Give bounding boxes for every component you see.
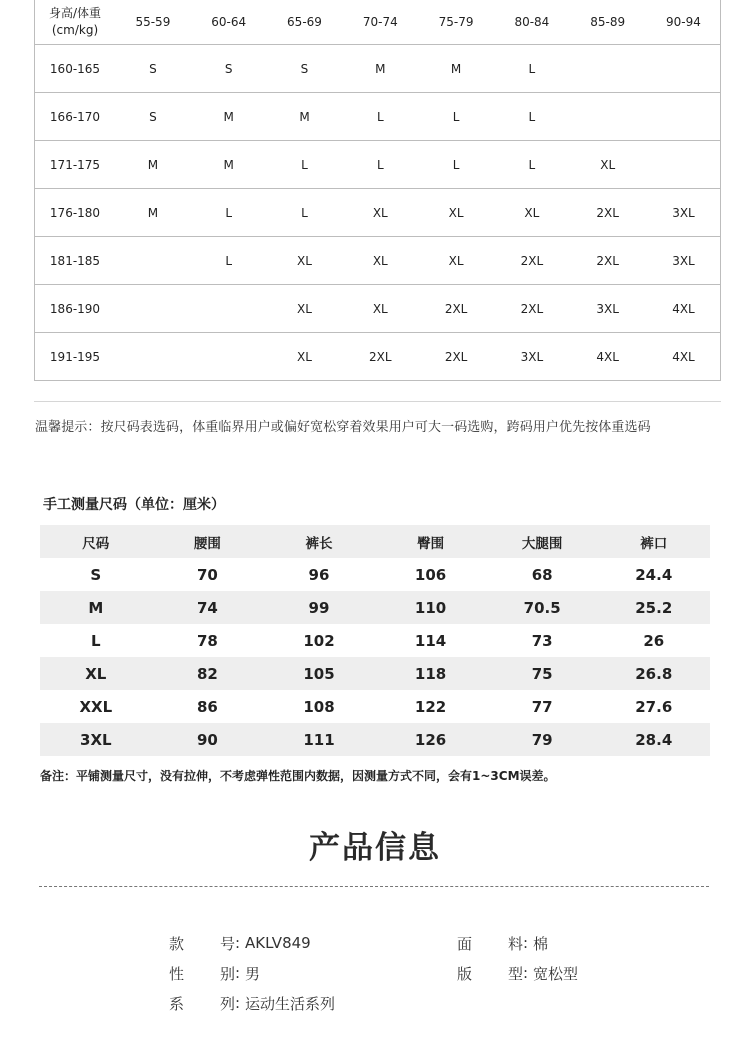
- size-table-row: [35, 284, 720, 332]
- size-cell: 2XL: [444, 301, 468, 316]
- product-info-label-char: 料: [507, 934, 523, 953]
- product-info-label: [169, 933, 235, 954]
- size-cell: 3XL: [672, 205, 695, 220]
- size-table-row: [35, 92, 720, 140]
- measure-value-cell: 70: [196, 565, 218, 584]
- measure-table-row: [40, 657, 710, 690]
- corner-label-units: (cm/kg): [51, 23, 99, 37]
- size-table-corner-header: [35, 5, 115, 39]
- size-cell: 3XL: [520, 349, 544, 364]
- size-cell: S: [300, 61, 309, 76]
- measure-table-row: [40, 723, 710, 756]
- measure-value-cell: 111: [303, 730, 335, 749]
- measure-value-cell: 122: [414, 697, 447, 716]
- measure-header: 臀围: [417, 535, 445, 552]
- size-cell: L: [528, 61, 536, 76]
- measure-value-cell: 118: [414, 664, 447, 683]
- product-info-value: 男: [245, 964, 261, 983]
- product-info-label: [169, 993, 235, 1014]
- measure-value-cell: 70.5: [523, 598, 561, 617]
- weight-header: 65-69: [287, 15, 322, 29]
- weight-header: 60-64: [211, 15, 247, 29]
- product-info-value: 运动生活系列: [245, 994, 336, 1013]
- size-cell: L: [301, 205, 308, 220]
- size-cell: L: [225, 253, 233, 268]
- size-tip: 温馨提示：按尺码表选码，体重临界用户或偏好宽松穿着效果用户可大一码选购，跨码用户优先按体重选码: [35, 420, 651, 435]
- product-info-label: [169, 963, 235, 984]
- height-range-cell: 171-175: [49, 157, 101, 172]
- height-range-cell: 160-165: [49, 61, 101, 76]
- measure-size-cell: XL: [85, 664, 107, 683]
- measure-value-cell: 79: [531, 730, 553, 749]
- height-range-cell: 176-180: [49, 205, 101, 220]
- product-info-line: [169, 958, 335, 988]
- size-cell: 4XL: [596, 349, 619, 364]
- height-range-cell: 186-190: [49, 301, 101, 316]
- product-info-label-char: 列: [219, 994, 235, 1013]
- size-table-row: [35, 140, 720, 188]
- measure-value-cell: 102: [303, 631, 335, 650]
- height-range-cell: 166-170: [49, 109, 101, 124]
- size-table-row: [35, 332, 720, 380]
- size-cell: L: [452, 157, 460, 172]
- measure-value-cell: 126: [414, 730, 447, 749]
- size-cell: 2XL: [444, 349, 468, 364]
- measure-value-cell: 77: [531, 697, 553, 716]
- size-cell: XL: [297, 301, 312, 316]
- size-table-header-row: [35, 0, 720, 44]
- weight-header: 90-94: [666, 15, 701, 29]
- size-cell: L: [376, 109, 384, 124]
- height-range-cell: 181-185: [49, 253, 101, 268]
- measure-value-cell: 99: [308, 598, 330, 617]
- size-cell: 2XL: [520, 301, 544, 316]
- product-info-colon: :: [523, 934, 529, 952]
- weight-header: 70-74: [362, 15, 398, 29]
- measure-size-cell: 3XL: [80, 730, 112, 749]
- size-cell: L: [301, 157, 308, 172]
- measure-header: 裤口: [640, 535, 668, 552]
- product-info-label-char: 号: [219, 934, 235, 953]
- size-table-row: [35, 44, 720, 92]
- measure-value-cell: 105: [303, 664, 335, 683]
- measure-header: 大腿围: [521, 535, 563, 552]
- measure-size-cell: M: [88, 598, 104, 617]
- size-table-row: [35, 188, 720, 236]
- measure-size-cell: S: [90, 565, 102, 584]
- product-info-line: [169, 928, 335, 958]
- product-info-label-char: 性: [169, 964, 185, 983]
- measure-table-row: [40, 591, 710, 624]
- size-cell: L: [452, 109, 460, 124]
- size-cell: XL: [297, 349, 312, 364]
- measure-value-cell: 96: [308, 565, 330, 584]
- size-cell: M: [299, 109, 310, 124]
- measure-header: 尺码: [82, 535, 110, 552]
- size-cell: S: [224, 61, 233, 76]
- measure-value-cell: 78: [196, 631, 218, 650]
- measure-size-cell: XXL: [79, 697, 113, 716]
- size-cell: XL: [372, 301, 388, 316]
- size-cell: S: [149, 61, 157, 76]
- measure-table: [40, 525, 710, 756]
- product-info-label-char: 款: [169, 934, 185, 953]
- size-cell: M: [375, 61, 386, 76]
- product-info-label-char: 面: [457, 934, 473, 953]
- size-cell: M: [147, 205, 159, 220]
- product-info-colon: :: [235, 934, 241, 952]
- measure-value-cell: 114: [414, 631, 447, 650]
- size-cell: XL: [297, 253, 312, 268]
- measure-value-cell: 108: [303, 697, 335, 716]
- measure-note: 备注：平铺测量尺寸，没有拉伸，不考虑弹性范围内数据，因测量方式不同，会有1~3CM误差。: [40, 769, 556, 783]
- measure-value-cell: 86: [196, 697, 218, 716]
- product-info-label-char: 别: [219, 964, 235, 983]
- size-cell: XL: [524, 205, 540, 220]
- product-info-line: [457, 958, 578, 988]
- size-table-row: [35, 236, 720, 284]
- product-info-colon: :: [235, 994, 241, 1012]
- measure-value-cell: 110: [414, 598, 447, 617]
- measure-value-cell: 26: [643, 631, 665, 650]
- size-cell: 3XL: [596, 301, 619, 316]
- product-info-value: 棉: [533, 934, 549, 953]
- product-info-value: AKLV849: [245, 934, 311, 952]
- measure-value-cell: 74: [196, 598, 218, 617]
- size-cell: M: [450, 61, 462, 76]
- measure-header: 裤长: [305, 535, 333, 552]
- measure-size-cell: L: [91, 631, 101, 650]
- product-info-left-column: [169, 928, 335, 1018]
- measure-value-cell: 28.4: [635, 730, 673, 749]
- measure-header: 腰围: [193, 535, 221, 552]
- product-info-line: [457, 928, 578, 958]
- product-info-label: [457, 963, 523, 984]
- weight-header: 55-59: [135, 15, 171, 29]
- size-cell: 4XL: [672, 301, 695, 316]
- size-cell: 3XL: [672, 253, 695, 268]
- weight-header: 80-84: [514, 15, 550, 29]
- measure-table-title: 手工测量尺码（单位：厘米）: [43, 497, 225, 513]
- size-recommendation-table: [34, 0, 721, 381]
- measure-value-cell: 90: [196, 730, 218, 749]
- product-info-divider: [39, 886, 709, 887]
- size-cell: L: [376, 157, 384, 172]
- measure-value-cell: 106: [414, 565, 447, 584]
- size-cell: L: [528, 109, 536, 124]
- measure-value-cell: 75: [531, 664, 553, 683]
- size-cell: S: [149, 109, 157, 124]
- size-cell: M: [223, 109, 234, 124]
- size-cell: L: [225, 205, 233, 220]
- measure-value-cell: 73: [531, 631, 553, 650]
- corner-label-height-weight: 身高/体重: [48, 6, 102, 20]
- measure-value-cell: 68: [531, 565, 553, 584]
- size-cell: M: [147, 157, 159, 172]
- product-info-title: 产品信息: [309, 830, 441, 866]
- product-info-right-column: [457, 928, 578, 988]
- size-cell: L: [528, 157, 536, 172]
- size-cell: XL: [600, 157, 616, 172]
- product-info-colon: :: [523, 964, 529, 982]
- size-cell: XL: [372, 253, 388, 268]
- size-cell: M: [223, 157, 234, 172]
- measure-value-cell: 82: [196, 664, 218, 683]
- product-info-line: [169, 988, 335, 1018]
- measure-value-cell: 27.6: [635, 697, 673, 716]
- measure-table-row: [40, 558, 710, 591]
- product-info-label-char: 版: [457, 964, 473, 983]
- weight-header: 75-79: [438, 15, 474, 29]
- measure-value-cell: 24.4: [635, 565, 673, 584]
- size-cell: 2XL: [596, 253, 619, 268]
- size-cell: XL: [448, 253, 464, 268]
- size-cell: 2XL: [520, 253, 544, 268]
- measure-table-header-row: [40, 525, 710, 558]
- size-cell: 2XL: [369, 349, 392, 364]
- product-info-colon: :: [235, 964, 241, 982]
- product-info-label: [457, 933, 523, 954]
- product-info-label-char: 型: [507, 964, 523, 983]
- measure-table-row: [40, 690, 710, 723]
- measure-table-row: [40, 624, 710, 657]
- size-cell: 4XL: [672, 349, 695, 364]
- weight-header: 85-89: [590, 15, 626, 29]
- tip-divider: [34, 401, 721, 402]
- size-cell: 2XL: [596, 205, 619, 220]
- product-info-value: 宽松型: [533, 964, 579, 983]
- size-cell: XL: [372, 205, 388, 220]
- measure-value-cell: 26.8: [635, 664, 673, 683]
- measure-value-cell: 25.2: [635, 598, 673, 617]
- height-range-cell: 191-195: [49, 349, 101, 364]
- size-cell: XL: [448, 205, 464, 220]
- product-info-label-char: 系: [169, 994, 185, 1013]
